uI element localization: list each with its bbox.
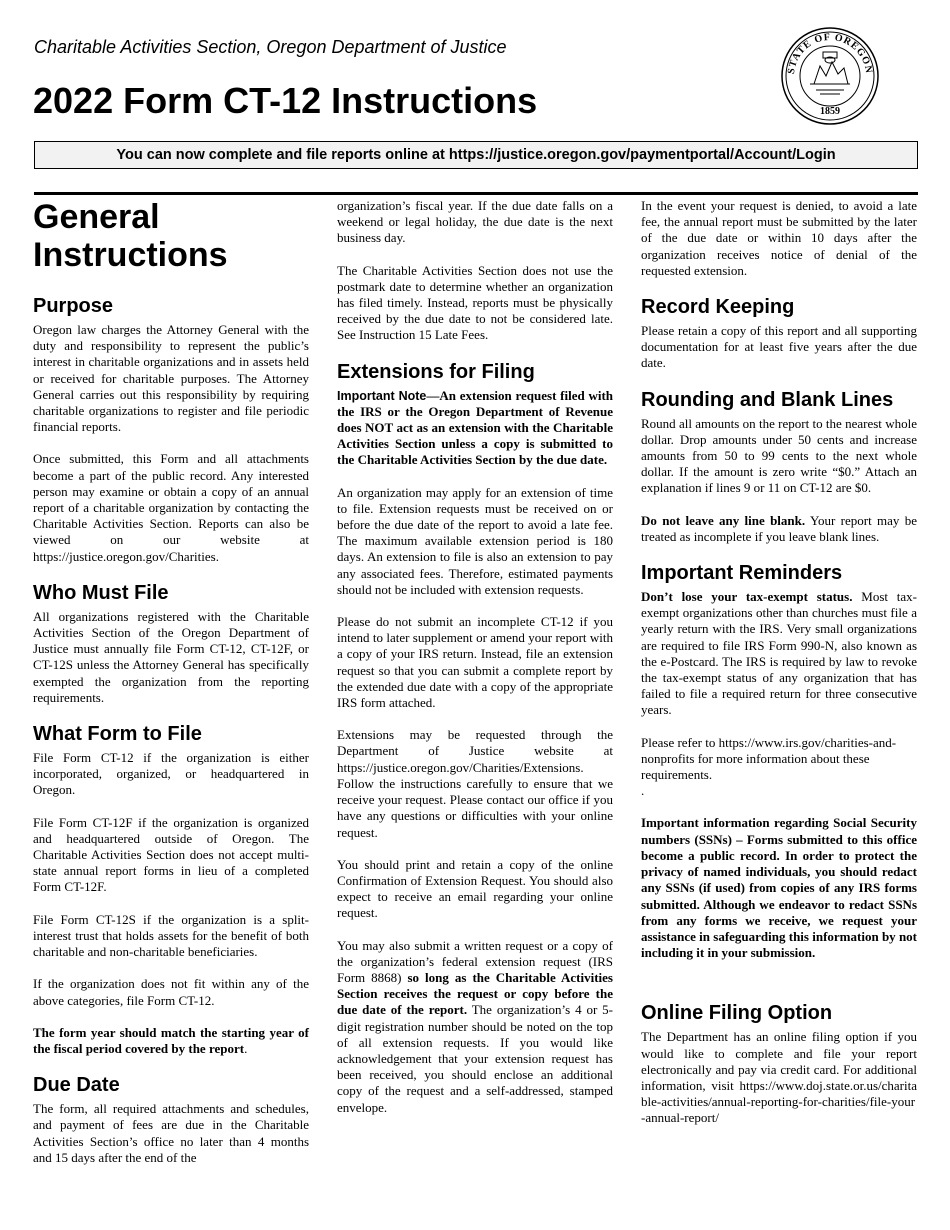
- extensions-paragraph-5: [337, 938, 613, 1116]
- postmark-paragraph: The Charitable Activities Section does not use the postmark date to determine whether an organization has filed timely. Instead, reports must be physically received by the due date to not be considered late. See Instruction 15 Late Fees.: [337, 262, 613, 343]
- denied-paragraph: In the event your request is denied, to avoid a late fee, the annual report must be submitted by the later of the due date or within 10 days after the organization receives notice of denial of the requested extension.: [641, 198, 917, 278]
- due-date-continued: organization’s fiscal year. If the due date falls on a weekend or legal holiday, the due date is the next business day.: [337, 198, 613, 246]
- oregon-state-seal: [780, 26, 880, 126]
- extensions-paragraph-2: Please do not submit an incomplete CT-12 if you intend to later supplement or amend your report with a copy of your IRS return. Instead, file an extension request so that you can submit a complete report by the extended due date with a copy of the appropriate IRS form attached.: [337, 614, 613, 711]
- online-filing-text: The Department has an online filing option if you would like to complete and file your report electronically and pay via credit card. For additional information, visit: [641, 1029, 917, 1093]
- extension-important-note: [337, 388, 613, 469]
- important-note-text: —An extension request filed with the IRS or the Oregon Department of Revenue does NOT act as an extension with the Charitable Activities Section unless a copy is submitted to the Charitable Activities Section by the due date.: [337, 387, 614, 468]
- due-date-paragraph: The form, all required attachments and schedules, and payment of fees are due in the Charitable Activities Section’s office no later than 4 months and 15 days after the end of the: [33, 1101, 309, 1165]
- form-year-note: [33, 1025, 309, 1057]
- purpose-paragraph-1: Oregon law charges the Attorney General with the duty and responsibility to represent the public’s interest in charitable organizations and in assets held or received for charitable purposes. The Attorney General carries out this responsibility by requiring charitable organizations to register and file periodic financial reports.: [33, 322, 309, 435]
- who-must-file-paragraph: All organizations registered with the Charitable Activities Section of the Oregon Department of Justice must annually file Form CT-12, CT-12F, or CT-12S unless the Attorney General has specifically exempted the organization from the reporting requirements.: [33, 608, 309, 705]
- extensions-paragraph-3: Extensions may be requested through the Department of Justice website at https://justice.oregon.gov/Charities/Extensions. Follow the instructions carefully to ensure that we receive your request. Please contact our office if you have any questions or difficulties with your online request.: [337, 727, 613, 840]
- online-filing-paragraph: [641, 1029, 917, 1126]
- what-form-paragraph-4: If the organization does not fit within any of the above categories, file Form CT-12.: [33, 976, 309, 1008]
- purpose-heading: Purpose: [33, 295, 114, 317]
- extensions-paragraph-1: An organization may apply for an extension of time to file. Extension requests must be received on or before the due date of the report to avoid a late fee. The maximum available extension period is 180 days. An extension to file is also an extension to pay any associated fees. Therefore, estimated payments should not be included with extension requests.: [337, 484, 613, 597]
- ssn-paragraph: [641, 815, 917, 961]
- record-keeping-heading: Record Keeping: [641, 296, 795, 319]
- ext-p5-bold: so long as the Charitable Activities Section receives the request or copy before the due date of the report.: [337, 969, 613, 1018]
- rounding-paragraph: Round all amounts on the report to the nearest whole dollar. Drop amounts under 50 cents and increase amounts from 50 to 99 cents to the next whole dollar. If the amount is zero write “$0.” Attach an explanation if lines 9 or 11 on CT-12 are $0.: [641, 415, 917, 496]
- column-2: [337, 198, 613, 1132]
- important-note-label: Important Note: [337, 388, 427, 403]
- tax-exempt-text: Most tax-exempt organizations other than churches must file a yearly return with the IRS. Very small organizations are required to file IRS Form 990-N, also known as the e-Postcard. The IRS is required by law to revoke the tax-exempt status of any organization that has failed to file a required return for three consecutive years.: [641, 589, 917, 718]
- form-year-note-bold: The form year should match the starting year of the fiscal period covered by the report: [33, 1024, 309, 1056]
- seal-state-text: STATE OF OREGON: [785, 31, 875, 75]
- tax-exempt-paragraph: [641, 589, 917, 719]
- online-filing-url[interactable]: https://www.doj.state.or.us/charitable-activities/annual-reporting-for-charities/file-your-annual-report/: [641, 1077, 917, 1126]
- irs-reference-paragraph: Please refer to https://www.irs.gov/charities-and-nonprofits for more information about these requirements.: [641, 734, 897, 783]
- agency-name: Charitable Activities Section, Oregon Department of Justice: [34, 37, 507, 57]
- record-keeping-paragraph: Please retain a copy of this report and all supporting documentation for at least five years after the due date.: [641, 323, 917, 371]
- ssn-bold: Important information regarding Social Security numbers (SSNs) – Forms submitted to this office become a public record. In order to protect the privacy of named individuals, you should redact any SSNs (if used) from copies of any IRS forms submitted. Although we endeavor to redact SSNs from any forms we receive, we request your assistance in safeguarding this information by not including it in your submission.: [641, 815, 917, 961]
- stray-dot: .: [641, 783, 645, 799]
- blank-lines-text: Your report may be treated as incomplete if you leave blank lines.: [641, 512, 917, 544]
- general-instructions-heading: General Instructions: [33, 198, 228, 274]
- what-form-paragraph-2: File Form CT-12F if the organization is organized and headquartered outside of Oregon. The Charitable Activities Section does not accept multi-state annual report forms in lieu of a completed Form CT-12F.: [33, 814, 309, 895]
- online-filing-heading: Online Filing Option: [641, 1002, 833, 1025]
- seal-year: 1859: [820, 106, 840, 117]
- header-rule: [34, 192, 918, 195]
- ext-p5-start: You may also submit a written request or a copy of the organization’s federal extension request (IRS Form 8868): [337, 937, 613, 985]
- important-reminders-heading: Important Reminders: [641, 562, 843, 585]
- extensions-paragraph-4: You should print and retain a copy of the online Confirmation of Extension Request. You should also expect to receive an email regarding your online request.: [337, 856, 613, 921]
- blank-lines-bold: Do not leave any line blank.: [641, 512, 806, 528]
- column-1: [33, 196, 309, 1182]
- who-must-file-heading: Who Must File: [33, 581, 169, 604]
- blank-lines-paragraph: [641, 513, 917, 545]
- what-form-heading: What Form to File: [33, 723, 202, 746]
- what-form-paragraph-1: File Form CT-12 if the organization is either incorporated, organized, or headquartered in Oregon.: [33, 750, 309, 798]
- due-date-heading: Due Date: [33, 1074, 120, 1097]
- column-3: [641, 198, 917, 1143]
- form-year-note-end: .: [244, 1040, 248, 1056]
- online-filing-banner: You can now complete and file reports online at https://justice.oregon.gov/paymentportal/Account/Login: [34, 141, 918, 169]
- tax-exempt-bold: Don’t lose your tax-exempt status.: [641, 589, 853, 605]
- extensions-heading: Extensions for Filing: [337, 360, 535, 383]
- what-form-paragraph-3: File Form CT-12S if the organization is a split-interest trust that holds assets for the benefit of both charitable and non-charitable beneficiaries.: [33, 911, 309, 960]
- page-title: 2022 Form CT-12 Instructions: [33, 80, 538, 121]
- purpose-paragraph-2: Once submitted, this Form and all attachments become a part of the public record. Any interested person may examine or obtain a copy of an annual report of a charitable organization by contacting the Charitable Activities Section. Reports can also be viewed on our website at https://justice.oregon.gov/Charities.: [33, 451, 309, 564]
- ext-p5-end: The organization’s 4 or 5-digit registration number should be noted on the top of all extension requests. If you would like acknowledgement that your extension request has been received, you should enclose an additional copy of the request and a self-addressed, stamped envelope.: [337, 1002, 613, 1115]
- rounding-heading: Rounding and Blank Lines: [641, 388, 894, 411]
